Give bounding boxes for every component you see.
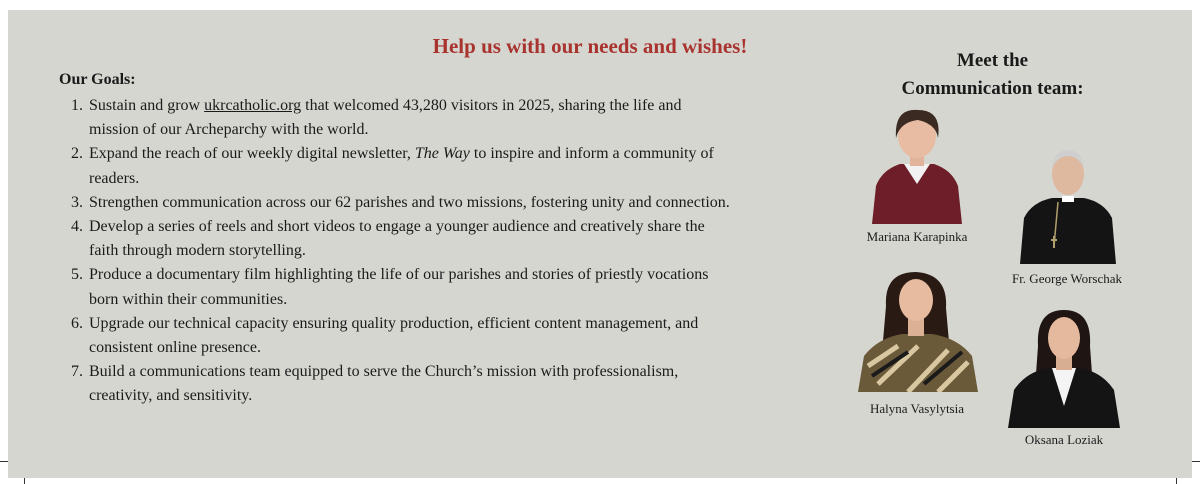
goal-text: consistent online presence.	[89, 339, 261, 357]
goal-item-2	[59, 142, 859, 190]
photo-oksana-loziak	[1008, 306, 1120, 428]
goal-item-3	[59, 191, 859, 215]
goal-text: to inspire and inform a community of	[469, 145, 714, 163]
goals-list	[59, 94, 859, 409]
goal-number: 2.	[71, 145, 83, 163]
goal-text: mission of our Archeparchy with the world.	[89, 121, 369, 139]
page-headline: Help us with our needs and wishes!	[432, 34, 748, 58]
goals-heading: Our Goals:	[59, 71, 136, 88]
member-name-oksana-loziak: Oksana Loziak	[1024, 432, 1104, 447]
crop-mark-right-h	[1192, 461, 1200, 462]
team-title-line-1: Meet the	[956, 50, 1029, 71]
goal-text: Build a communications team equipped to serve the Church’s mission with professionalism,	[89, 363, 679, 381]
goal-number: 4.	[71, 218, 83, 236]
photo-fr-george-worschak	[1018, 146, 1118, 264]
goal-text: Develop a series of reels and short videos to engage a younger audience and creatively share the	[89, 218, 705, 236]
photo-halyna-vasylytsia	[858, 266, 978, 392]
goal-text: Upgrade our technical capacity ensuring quality production, efficient content management, and	[89, 314, 699, 332]
goal-item-7	[59, 360, 859, 408]
goal-text: born within their communities.	[89, 290, 288, 308]
member-name-fr-george-worschak: Fr. George Worschak	[1011, 271, 1123, 286]
goal-number: 5.	[71, 266, 83, 284]
member-name-halyna-vasylytsia: Halyna Vasylytsia	[870, 401, 964, 416]
goal-text: faith through modern storytelling.	[89, 242, 306, 260]
member-name-mariana-karapinka: Mariana Karapinka	[866, 229, 968, 244]
crop-mark-left-v	[24, 478, 25, 484]
goal-text: Produce a documentary film highlighting the life of our parishes and stories of priestly vocations	[89, 266, 709, 284]
goal-text: Strengthen communication across our 62 parishes and two missions, fostering unity and connection.	[89, 193, 730, 211]
team-title-line-2: Communication team:	[901, 78, 1084, 99]
goal-item-1	[59, 94, 859, 142]
goal-text: creativity, and sensitivity.	[89, 387, 253, 405]
photo-mariana-karapinka	[866, 104, 968, 224]
crop-mark-left-h	[0, 461, 8, 462]
goal-item-5	[59, 263, 859, 311]
goal-text: Expand the reach of our weekly digital newsletter,	[89, 145, 415, 163]
goal-number: 1.	[71, 97, 83, 114]
goal-number: 6.	[71, 314, 83, 332]
goal-text: that welcomed 43,280 visitors in 2025, sharing the life and	[301, 97, 682, 114]
newsletter-name: The Way	[414, 145, 470, 163]
goal-item-4	[59, 215, 859, 263]
team-title	[880, 47, 1105, 103]
goal-item-6	[59, 312, 859, 360]
goal-number: 3.	[71, 193, 83, 211]
crop-mark-right-v	[1176, 478, 1177, 484]
goal-number: 7.	[71, 363, 83, 381]
ukrcatholic-link[interactable]: ukrcatholic.org	[204, 97, 302, 114]
goal-text: Sustain and grow	[89, 97, 205, 114]
goal-text: readers.	[89, 169, 140, 187]
